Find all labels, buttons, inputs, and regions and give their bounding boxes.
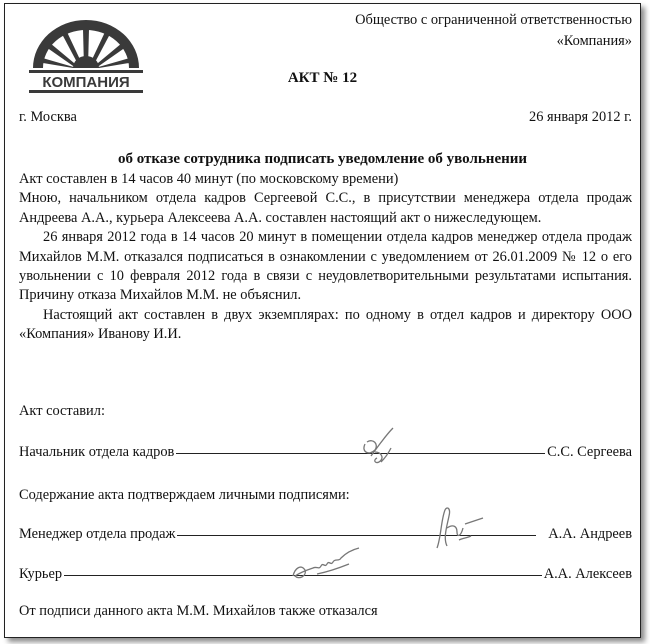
paragraph-time: Акт составлен в 14 часов 40 минут (по московскому времени)	[19, 171, 399, 187]
confirm-label: Содержание акта подтверждаем личными подписями:	[19, 487, 350, 503]
document-subject: об отказе сотрудника подписать уведомление об увольнении	[117, 151, 528, 167]
courier-name: А.А. Алексеев	[543, 566, 632, 582]
sales-name: А.А. Андреев	[548, 526, 632, 542]
paragraph-copies: Настоящий акт составлен в двух экземплярах: по одному в отдел кадров и директору ООО «Компания» Иванову И.И.	[19, 306, 632, 343]
paragraph-refusal: 26 января 2012 года в 14 часов 20 минут в помещении отдела кадров менеджер отдела продаж Михайлов М.М. отказался подписаться в ознакомлении с уведомлением от 26.01.2009 № 12 о его увольнении с 10 февраля 2012 года в связи с неудовлетворительными результатами испытания. Причину отказа Михайлов М.М. не объяснил.	[19, 229, 632, 304]
svg-text:КОМПАНИЯ: КОМПАНИЯ	[42, 74, 130, 91]
signature-line-hr	[19, 444, 632, 461]
organization-line-1: Общество с ограниченной ответственностью	[355, 12, 632, 28]
document-date: 26 января 2012 г.	[529, 109, 632, 125]
sales-role: Менеджер отдела продаж	[19, 526, 176, 542]
organization-line-2: «Компания»	[556, 33, 632, 49]
document-city: г. Москва	[19, 109, 77, 125]
document-page	[4, 3, 641, 638]
hr-role: Начальник отдела кадров	[19, 444, 175, 460]
hr-handwritten-signature	[351, 422, 401, 472]
signature-line-sales	[19, 526, 632, 543]
courier-role: Курьер	[19, 566, 63, 582]
sales-handwritten-signature	[427, 498, 487, 558]
footer-note: От подписи данного акта М.М. Михайлов также отказался	[19, 603, 378, 619]
organization-name	[355, 10, 632, 52]
document-title: АКТ № 12	[287, 70, 358, 86]
document-body	[19, 170, 632, 345]
composed-label: Акт составил:	[19, 403, 105, 419]
paragraph-composer: Мною, начальником отдела кадров Сергеевой С.С., в присутствии менеджера отдела продаж Андреева А.А., курьера Алексеева А.А. составлен настоящий акт о нижеследующем.	[19, 190, 632, 226]
courier-handwritten-signature	[287, 542, 367, 584]
hr-name: С.С. Сергеева	[547, 444, 632, 460]
